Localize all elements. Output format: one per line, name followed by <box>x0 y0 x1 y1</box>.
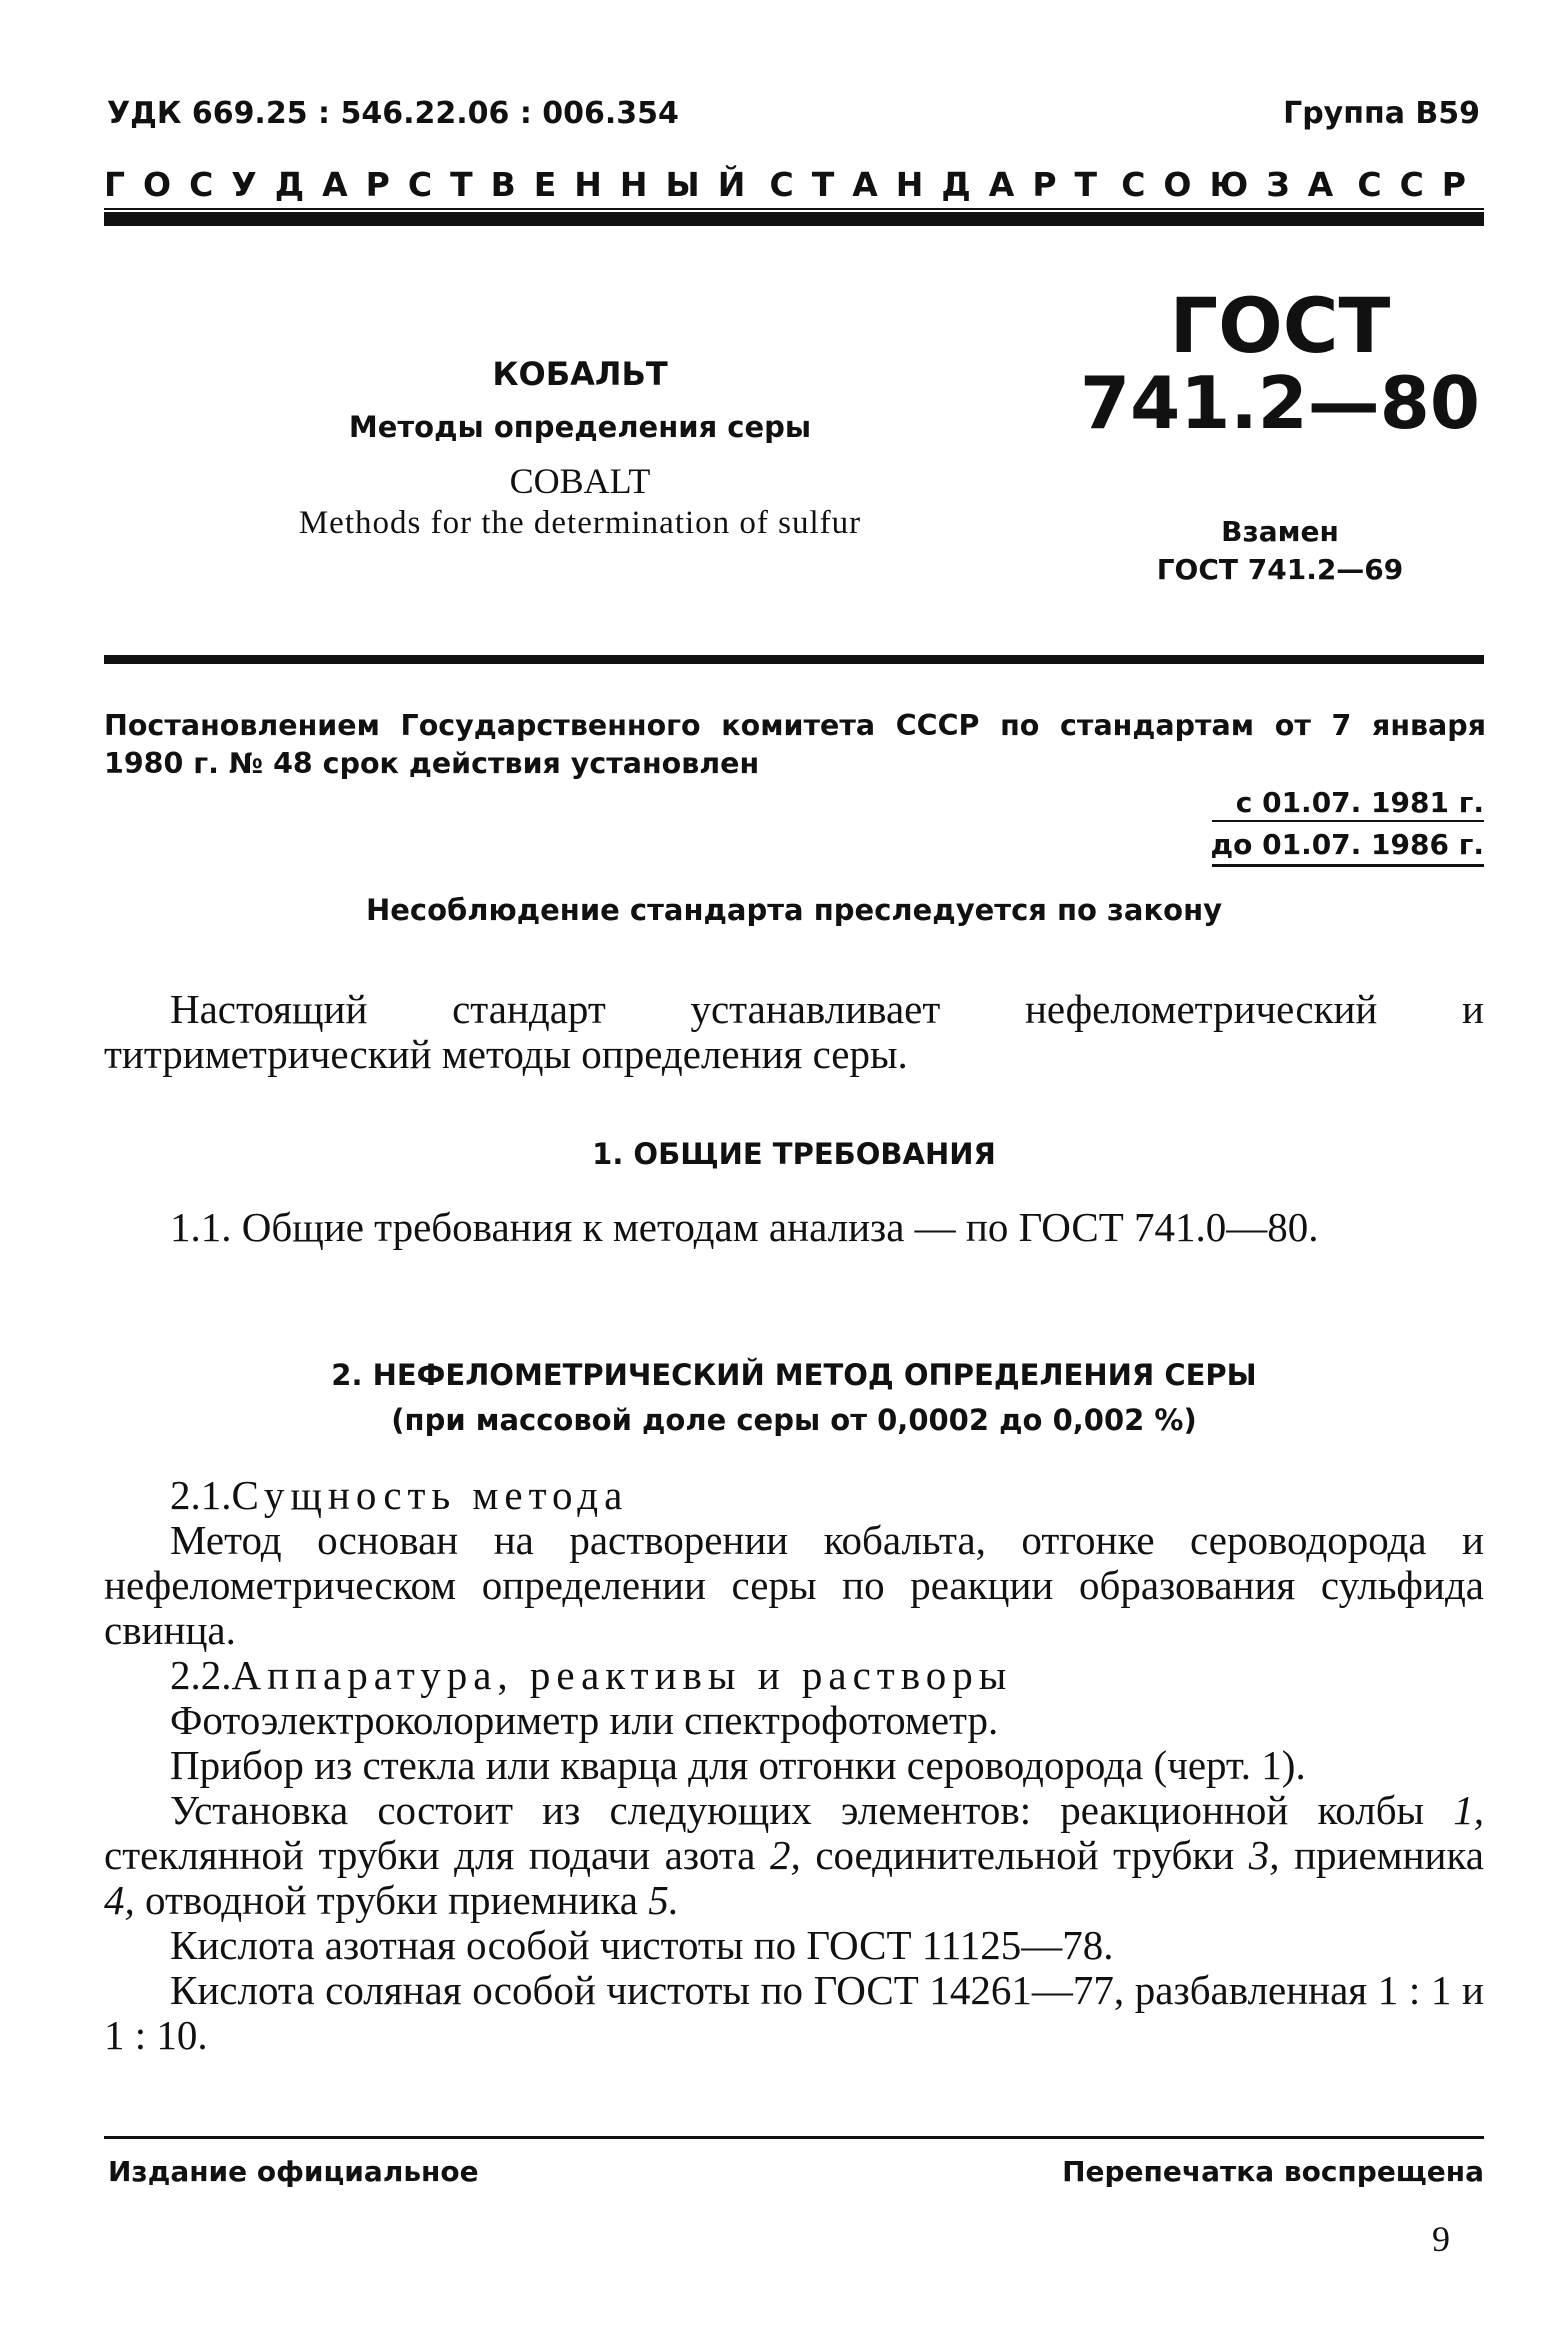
date-rule <box>1212 864 1484 867</box>
law-notice: Несоблюдение стандарта преследуется по закону <box>365 893 1223 927</box>
element-number: 3, <box>1248 1832 1280 1878</box>
standard-word-1: ГОСУДАРСТВЕННЫЙ <box>104 165 764 204</box>
title-ru: КОБАЛЬТ <box>492 355 668 393</box>
paragraph-2-2-number: 2.2. <box>170 1652 232 1698</box>
footer-reprint: Перепечатка воспрещена <box>1062 2155 1484 2188</box>
subtitle-ru: Методы определения серы <box>348 410 812 444</box>
header-rule-thick <box>104 212 1484 226</box>
udk-code: УДК 669.25 : 546.22.06 : 006.354 <box>107 96 679 131</box>
paragraph-2-2-heading <box>104 1653 1484 1698</box>
date-from: с 01.07. 1981 г. <box>1235 786 1484 819</box>
text-run: отводной трубки приемника <box>134 1877 649 1923</box>
standard-header <box>104 165 1484 204</box>
page-number: 9 <box>1432 2219 1450 2259</box>
replaced-standard: ГОСТ 741.2—69 <box>1156 553 1404 586</box>
paragraph-2-2-d: Кислота азотная особой чистоты по ГОСТ 11125—78. <box>170 1922 1114 1968</box>
replaced-label: Взамен <box>1221 515 1339 548</box>
footer-official: Издание официальное <box>108 2155 479 2188</box>
section-1-title: 1. ОБЩИЕ ТРЕБОВАНИЯ <box>592 1137 996 1171</box>
element-number: 5. <box>648 1877 679 1923</box>
group-code: Группа В59 <box>1283 96 1480 131</box>
section-2-body <box>104 1473 1484 2058</box>
element-number: 2, <box>770 1832 801 1878</box>
paragraph-2-1-heading <box>104 1473 1484 1518</box>
element-number: 1, <box>1453 1787 1484 1833</box>
paragraph-2-2-e: Кислота соляная особой чистоты по ГОСТ 14261—77, разбавленная 1 : 1 и 1 : 10. <box>104 1967 1484 2058</box>
paragraph-2-2-head: Аппаратура, реактивы и растворы <box>231 1652 1013 1698</box>
intro-paragraph: Настоящий стандарт устанавливает нефелометрический и титриметрический методы определения серы. <box>104 986 1484 1077</box>
gost-number: 741.2—80 <box>1080 361 1480 445</box>
standard-word-2: СТАНДАРТ <box>769 165 1116 204</box>
paragraph-2-1-text: Метод основан на растворении кобальта, отгонке сероводорода и нефелометрическом определении серы по реакции образования сульфида свинца. <box>104 1517 1484 1653</box>
header-rule-thin <box>104 208 1484 210</box>
paragraph-2-2-c <box>104 1788 1484 1923</box>
gost-label: ГОСТ <box>1169 281 1391 370</box>
date-rule <box>1212 820 1484 822</box>
section-2-subtitle: (при массовой доле серы от 0,0002 до 0,002 %) <box>391 1403 1197 1437</box>
section-2-title: 2. НЕФЕЛОМЕТРИЧЕСКИЙ МЕТОД ОПРЕДЕЛЕНИЯ СЕРЫ <box>331 1358 1257 1392</box>
standard-word-4: ССР <box>1357 165 1484 204</box>
decree-text: Постановлением Государственного комитета СССР по стандартам от 7 января 1980 г. № 48 срок действия установлен <box>104 709 1486 780</box>
text-run: Установка состоит из следующих элементов: реакционной колбы <box>170 1787 1454 1833</box>
text-run: стеклянной трубки для подачи азота <box>104 1832 770 1878</box>
paragraph-2-2-b: Прибор из стекла или кварца для отгонки сероводорода (черт. 1). <box>170 1742 1306 1788</box>
title-en: COBALT <box>509 461 651 501</box>
paragraph-2-1-head: Сущность метода <box>231 1472 629 1518</box>
paragraph-1-1: 1.1. Общие требования к методам анализа — по ГОСТ 741.0—80. <box>170 1204 1319 1250</box>
footer-rule <box>104 2136 1484 2139</box>
text-run: приемника <box>1279 1832 1484 1878</box>
date-to: до 01.07. 1986 г. <box>1210 828 1484 861</box>
paragraph-2-1-number: 2.1. <box>170 1472 232 1518</box>
subtitle-en: Methods for the determination of sulfur <box>298 505 862 541</box>
title-rule <box>104 655 1484 664</box>
text-run: соединительной трубки <box>800 1832 1249 1878</box>
standard-word-3: СОЮЗА <box>1121 165 1352 204</box>
element-number: 4, <box>104 1877 135 1923</box>
paragraph-2-2-a: Фотоэлектроколориметр или спектрофотометр. <box>170 1697 999 1743</box>
